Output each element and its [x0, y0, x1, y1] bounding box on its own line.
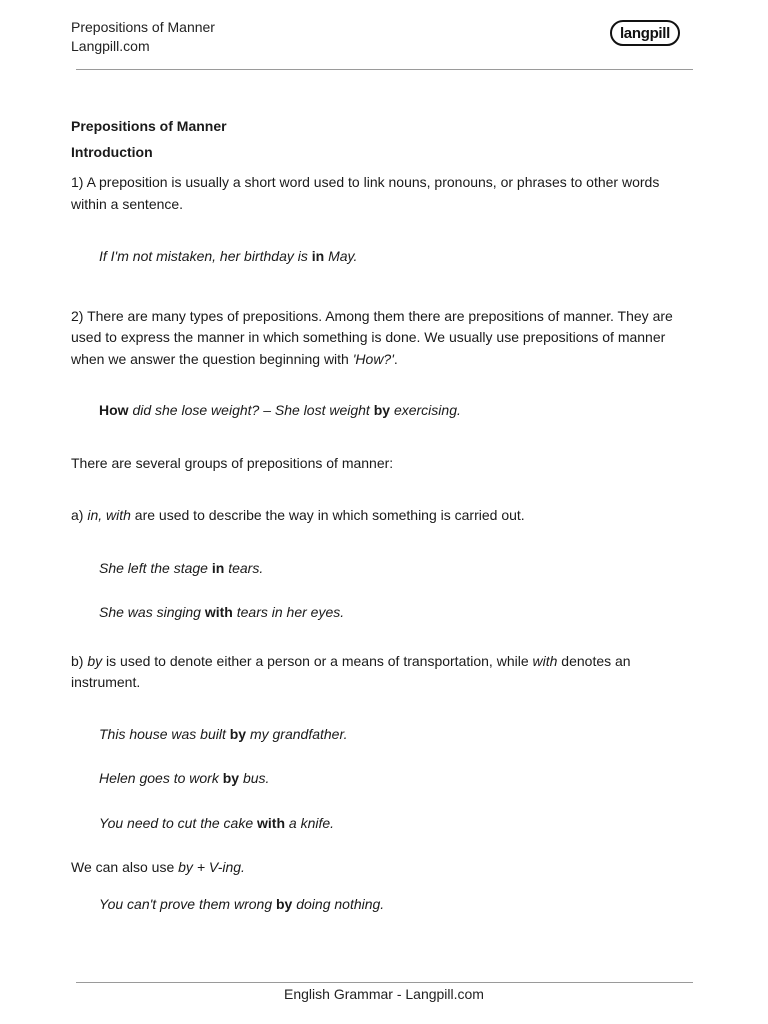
example-1: If I'm not mistaken, her birthday is in May.: [99, 248, 358, 264]
header-divider: [76, 69, 693, 70]
example-2: How did she lose weight? – She lost weight by exercising.: [99, 402, 461, 418]
example-a2: She was singing with tears in her eyes.: [99, 604, 345, 620]
paragraph-b: b) by is used to denote either a person or a means of transportation, while with denotes an instrument.: [71, 652, 631, 690]
paragraph-1: 1) A preposition is usually a short word used to link nouns, pronouns, or phrases to other words within a sentence.: [71, 174, 660, 212]
page-header: [71, 18, 215, 56]
header-title: Prepositions of Manner: [71, 19, 215, 35]
example-b3: You need to cut the cake with a knife.: [99, 814, 335, 831]
example-b2: Helen goes to work by bus.: [99, 770, 270, 786]
langpill-logo: langpill: [610, 20, 680, 46]
example-c1: You can't prove them wrong by doing nothing.: [99, 895, 385, 912]
paragraph-3: There are several groups of prepositions of manner:: [71, 454, 394, 471]
page-footer: English Grammar - Langpill.com: [284, 986, 484, 1002]
doc-title: Prepositions of Manner: [71, 118, 227, 134]
example-b1: This house was built by my grandfather.: [99, 725, 348, 742]
header-site: Langpill.com: [71, 38, 150, 54]
footer-divider: [76, 982, 693, 983]
example-a1: She left the stage in tears.: [99, 559, 264, 576]
document-body: [71, 116, 691, 915]
paragraph-a: a) in, with are used to describe the way in which something is carried out.: [71, 507, 525, 523]
doc-subtitle: Introduction: [71, 143, 153, 160]
paragraph-2: 2) There are many types of prepositions. Among them there are prepositions of manner. They are used to express the manner in which something is done. We usually use prepositions of manner when we answer the question beginning with 'How?'.: [71, 307, 673, 367]
paragraph-c: We can also use by + V-ing.: [71, 859, 245, 875]
